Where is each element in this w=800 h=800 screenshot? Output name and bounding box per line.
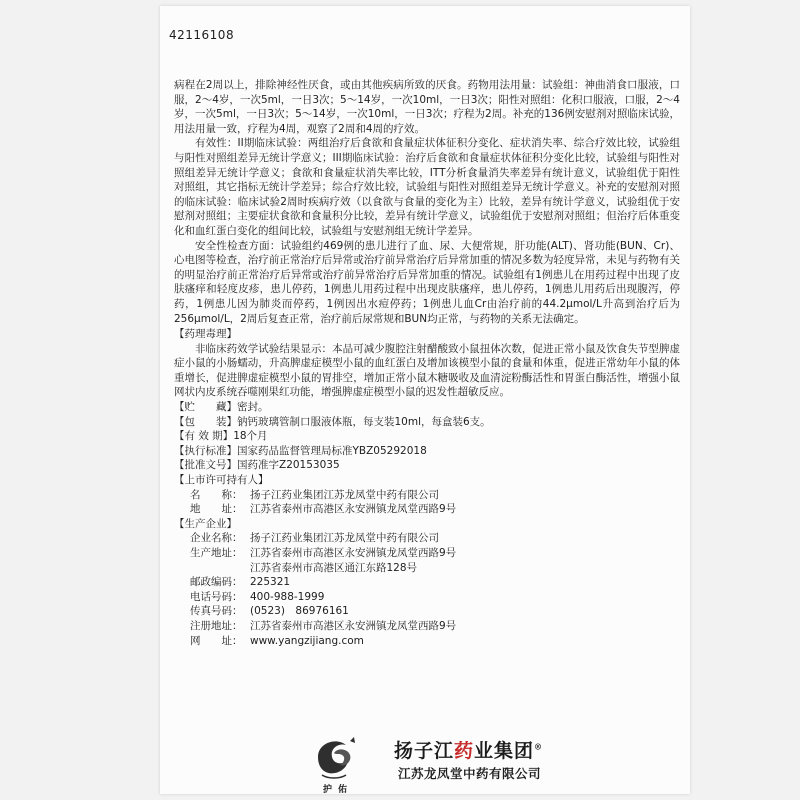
mah-name-row xyxy=(174,488,680,503)
manufacturer-heading: 【生产企业】 xyxy=(174,517,237,530)
mah-address-label: 地 址： xyxy=(190,503,243,516)
production-address-row-2 xyxy=(174,561,680,576)
postcode-row xyxy=(174,575,680,590)
expiry-row xyxy=(174,429,680,444)
mah-name-label: 名 称： xyxy=(190,488,243,501)
approval-label: 【批准文号】 xyxy=(174,459,237,472)
fax-label: 传真号码： xyxy=(190,605,243,618)
standard-row xyxy=(174,444,680,459)
standard-label: 【执行标准】 xyxy=(174,444,237,457)
pharmacology-text: 非临床药效学试验结果显示：本品可减少腹腔注射醋酸致小鼠扭体次数，促进正常小鼠及饮食失节型脾虚症小鼠的小肠蠕动，升高脾虚症模型小鼠的血红蛋白及增加该模型小鼠的食量和体重，促进正常幼年小鼠的体重增长，促进脾虚症模型小鼠的胃排空，增加正常小鼠木糖吸收及血清淀粉酶活性和胃蛋白酶活性，增强小鼠网状内皮系统吞噬刚果红功能，增强脾虚症模型小鼠的迟发性超敏反应。 xyxy=(174,342,680,399)
expiry-label: 【有 效 期】 xyxy=(174,430,234,443)
mah-name-value: 扬子江药业集团江苏龙凤堂中药有限公司 xyxy=(250,488,439,501)
company-name: 江苏龙凤堂中药有限公司 xyxy=(398,766,542,781)
footer-branding xyxy=(160,724,690,794)
fax-value: (0523) 86976161 xyxy=(250,605,349,618)
production-address-row xyxy=(174,546,680,561)
phone-row xyxy=(174,590,680,605)
safety-paragraph: 安全性检查方面：试验组约469例的患儿进行了血、尿、大便常规，肝功能(ALT)、肾功能(BUN、Cr)、心电图等检查，治疗前正常治疗后异常或治疗前异常治疗后异常加重的情况多数为轻度异常，未见与药物有关的明显治疗前正常治疗后异常或治疗前异常治疗后异常加重的情况。试验组有1例患儿在用药过程中出现了皮肤瘙痒和轻度皮疹，患儿停药，1例患儿用药过程中出现皮肤瘙痒，患儿停药，1例患儿用药后出现腹泻，停药，1例患儿因为肺炎而停药，1例因出水痘停药；1例患儿血Cr由治疗前的44.2μmol/L升高到治疗后为256μmol/L，2周后复查正常，治疗前后尿常规和BUN均正常，与药物的关系无法确定。 xyxy=(174,239,680,325)
manufacturer-name-value: 扬子江药业集团江苏龙凤堂中药有限公司 xyxy=(250,532,439,545)
website-label: 网 址： xyxy=(190,634,243,647)
website-row xyxy=(174,634,680,649)
brand-seal-character: 药 xyxy=(454,740,475,762)
brand-name-prefix: 扬子江 xyxy=(394,740,455,762)
brand-name-suffix: 业集团 xyxy=(474,740,535,762)
mah-address-row xyxy=(174,502,680,517)
production-address-label: 生产地址： xyxy=(190,547,243,559)
insert-body xyxy=(174,78,680,648)
phone-label: 电话号码： xyxy=(190,590,243,603)
registered-address-row xyxy=(174,619,680,634)
phone-value: 400-988-1999 xyxy=(250,590,325,603)
document-number: 42116108 xyxy=(169,28,235,42)
storage-label: 【贮 藏】 xyxy=(174,401,237,414)
pharmacology-heading: 【药理毒理】 xyxy=(174,328,237,341)
mah-heading: 【上市许可持有人】 xyxy=(174,474,269,487)
production-address-value: 江苏省泰州市高港区永安洲镇龙凤堂西路9号 xyxy=(250,547,457,559)
registered-address-label: 注册地址： xyxy=(190,619,243,632)
brand-name xyxy=(394,736,543,763)
approval-row xyxy=(174,458,680,473)
packaging-row xyxy=(174,415,680,430)
storage-row xyxy=(174,400,680,415)
website-value: www.yangzijiang.com xyxy=(250,634,364,647)
expiry-value: 18个月 xyxy=(233,430,268,443)
registered-mark: ® xyxy=(534,741,544,752)
package-insert-sheet xyxy=(160,6,690,794)
production-address-2-label xyxy=(174,561,250,576)
registered-address-value: 江苏省泰州市高港区永安洲镇龙凤堂西路9号 xyxy=(250,619,457,632)
storage-value: 密封。 xyxy=(237,401,269,414)
production-address-2-value: 江苏省泰州市高港区通江东路128号 xyxy=(250,561,418,574)
approval-value: 国药准字Z20153035 xyxy=(237,459,340,472)
postcode-label: 邮政编码： xyxy=(190,576,243,589)
packaging-label: 【包 装】 xyxy=(174,415,237,428)
mah-address-value: 江苏省泰州市高港区永安洲镇龙凤堂西路9号 xyxy=(250,503,457,516)
manufacturer-name-label: 企业名称： xyxy=(190,532,243,545)
logo-caption: 护佑 xyxy=(323,785,354,795)
packaging-value: 钠钙玻璃管制口服液体瓶，每支装10ml，每盒装6支。 xyxy=(237,415,491,428)
efficacy-paragraph: 有效性：II期临床试验：两组治疗后食欲和食量症状体征积分变化、症状消失率、综合疗效比较，试验组与阳性对照组差异无统计学意义；III期临床试验：治疗后食欲和食量症状体征积分变化比较，试验组与阳性对照组差异无统计学意义；食欲和食量症状消失率比较，ITT分析食量消失率差异有统计意义，试验组优于阳性对照组，其它指标无统计学差异；综合疗效比较，试验组与阳性对照组差异无统计学意义。补充的安慰剂对照的临床试验：临床试验2周时疾病疗效（以食欲与食量的变化为主）比较，差异有统计学意义，试验组优于安慰剂对照组；主要症状食欲和食量积分比较，差异有统计学意义，试验组优于安慰剂对照组；但治疗后体重变化和血红蛋白变化的组间比较，试验组与安慰剂组无统计学差异。 xyxy=(174,137,680,237)
fax-row xyxy=(174,604,680,619)
standard-value: 国家药品监督管理局标准YBZ05292018 xyxy=(237,444,427,457)
dosage-paragraph: 病程在2周以上，排除神经性厌食，或由其他疾病所致的厌食。药物用法用量：试验组：神曲消食口服液，口服，2～4岁，一次5ml，一日3次；5～14岁，一次10ml，一日3次；阳性对照组：化积口服液，口服，2～4岁，一次5ml，一日3次；5～14岁，一次10ml，一日3次；疗程为2周。补充的136例安慰剂对照临床试验，用法用量一致，疗程为4周，观察了2周和4周的疗效。 xyxy=(174,79,680,135)
postcode-value: 225321 xyxy=(250,576,291,589)
manufacturer-name-row xyxy=(174,531,680,546)
dragon-phoenix-logo-icon xyxy=(310,731,362,783)
